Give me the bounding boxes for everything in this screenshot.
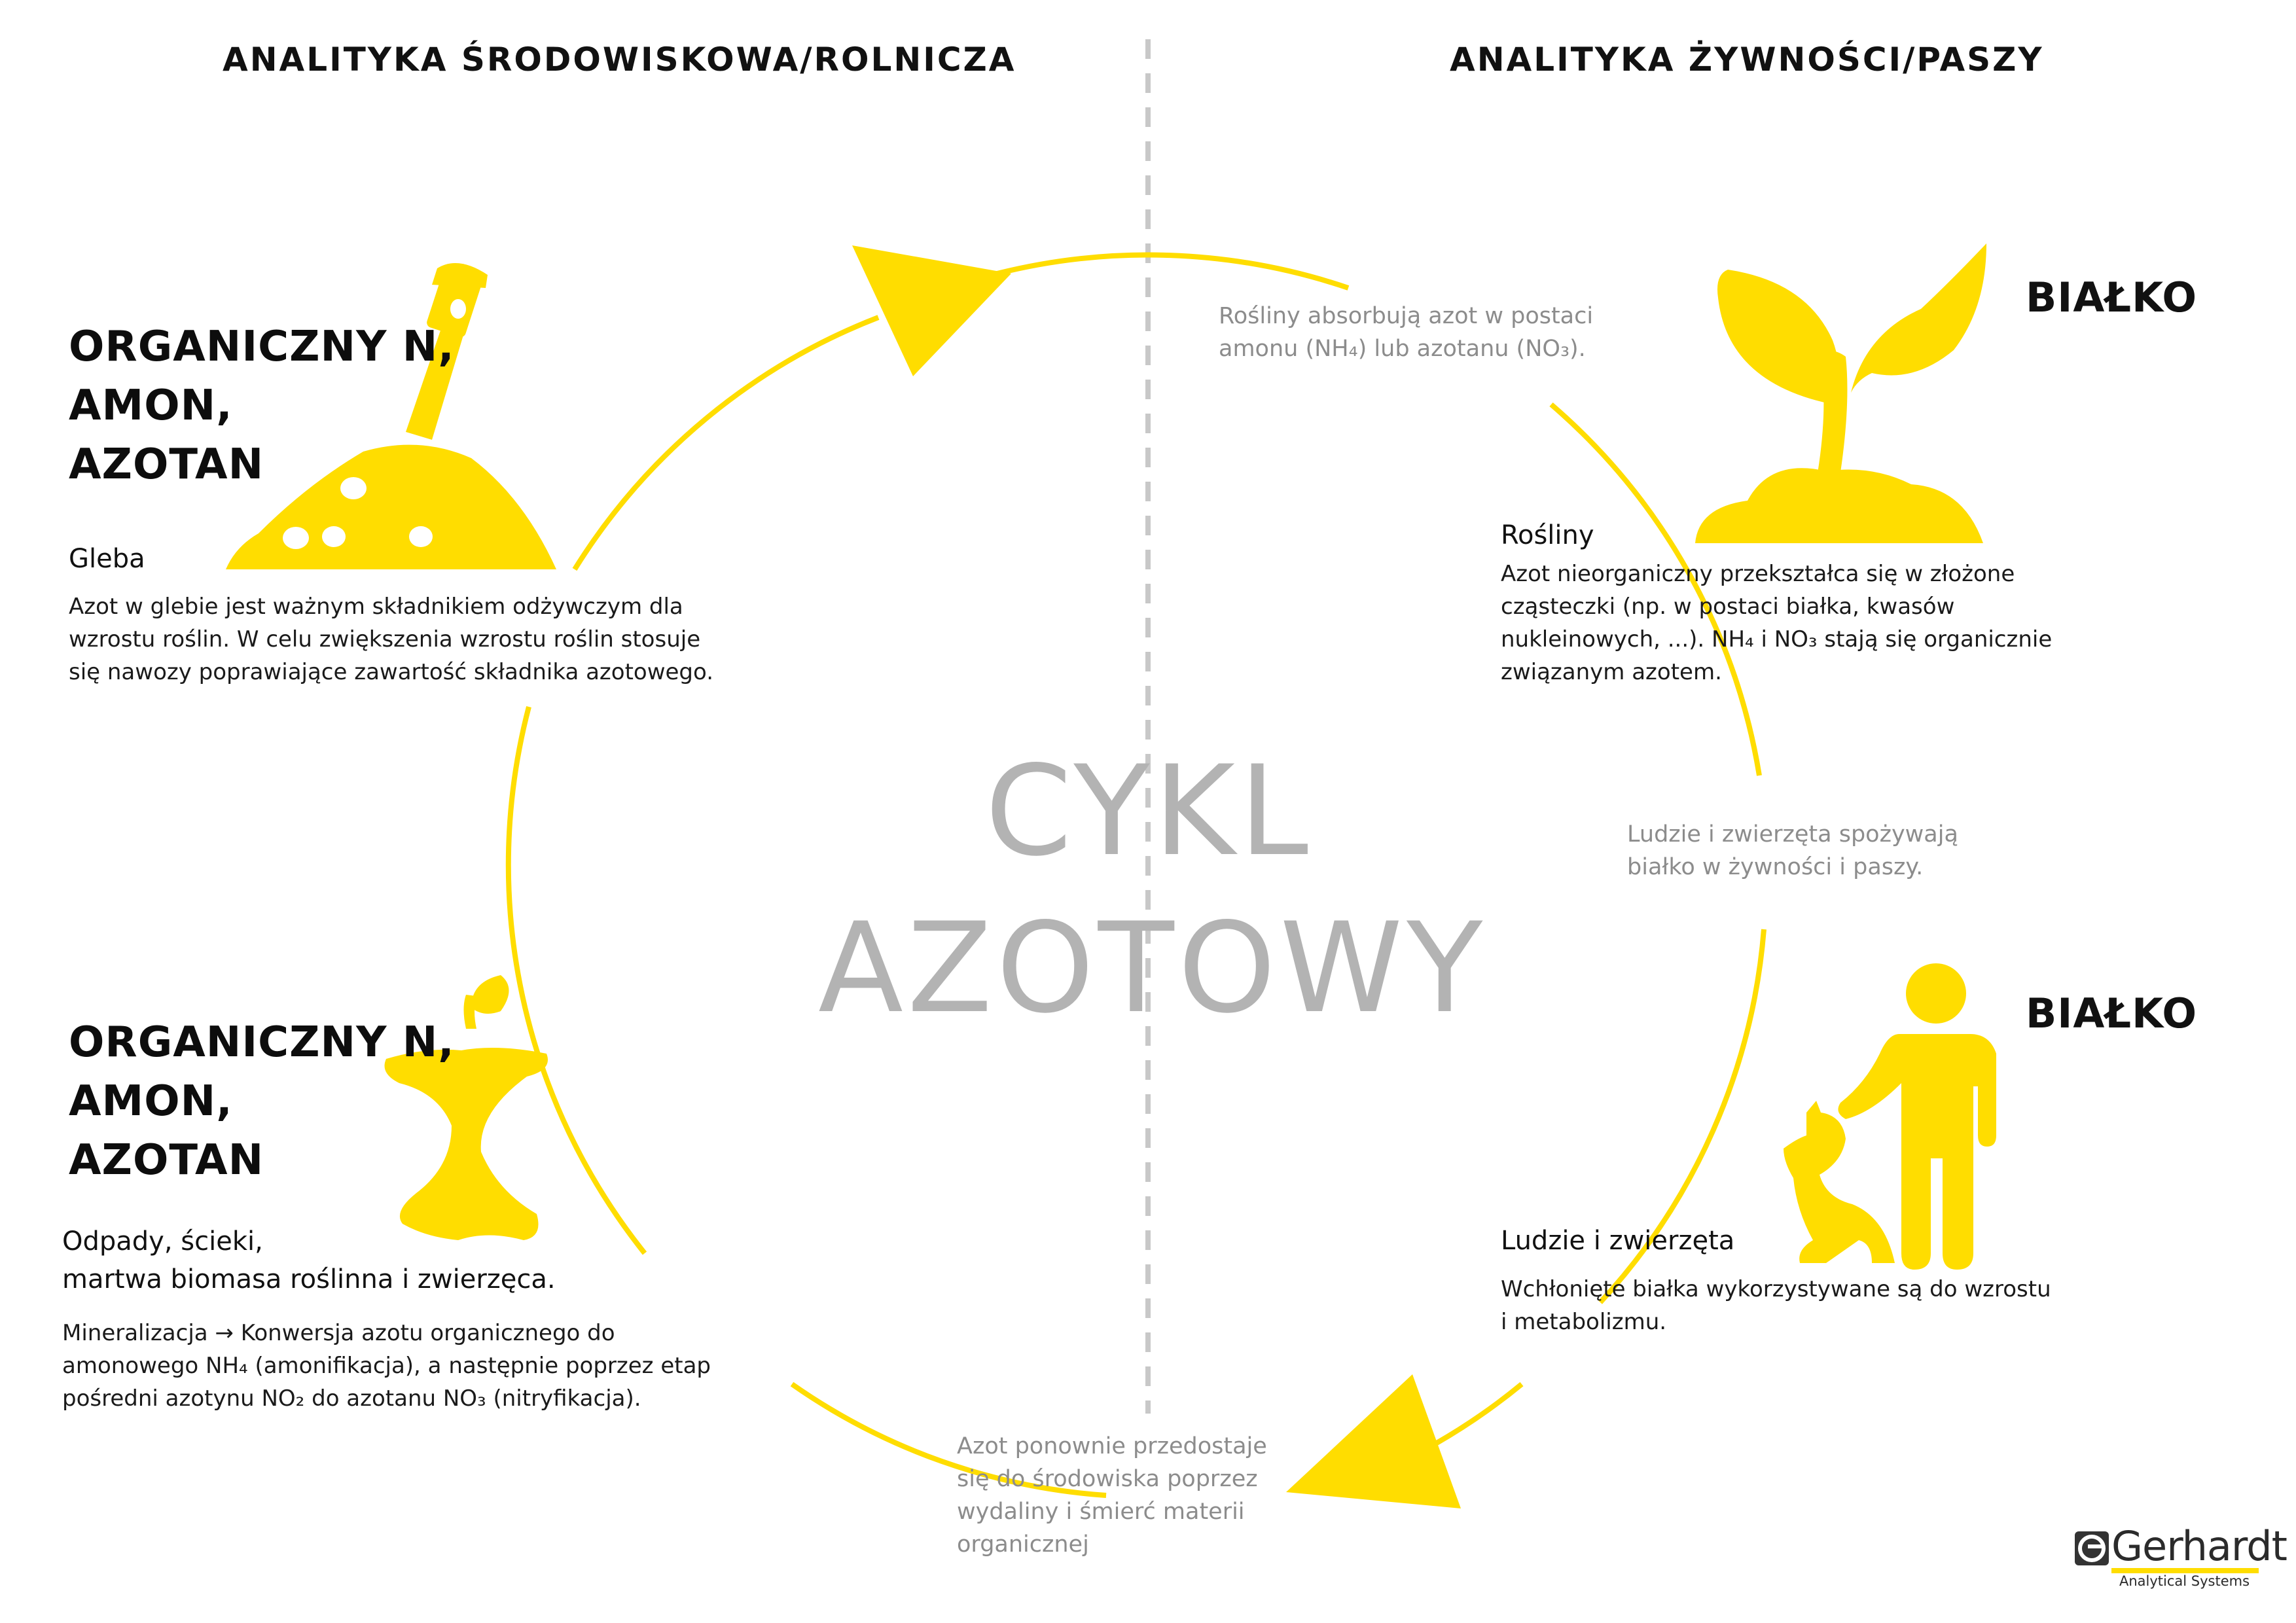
- waste-text-line: Mineralizacja → Konwersja azotu organicznego do: [62, 1320, 615, 1346]
- soil-heading: [69, 317, 455, 494]
- waste-heading: [69, 1013, 455, 1190]
- waste-text-line: amonowego NH₄ (amonifikacja), a następnie poprzez etap: [62, 1353, 711, 1379]
- plants-text-line: nukleinowych, ...). NH₄ i NO₃ stają się organicznie: [1501, 626, 2053, 652]
- transition-absorb: [1219, 300, 1593, 365]
- waste-label-line: martwa biomasa roślinna i zwierzęca.: [62, 1264, 556, 1294]
- waste-label-line: Odpady, ścieki,: [62, 1226, 263, 1257]
- arc-left: [509, 707, 645, 1253]
- arc-top: [990, 255, 1348, 288]
- transition-return-line: organicznej: [957, 1531, 1089, 1558]
- transition-return: [957, 1430, 1267, 1561]
- waste-label: [62, 1222, 556, 1298]
- cycle-title: [818, 733, 1487, 1047]
- person-dog-icon: [1784, 963, 1996, 1270]
- plants-label: Rośliny: [1501, 520, 1594, 550]
- waste-description: [62, 1317, 711, 1415]
- plant-sprout-icon: [1695, 243, 1986, 543]
- logo-tagline: Analytical Systems: [2119, 1573, 2250, 1589]
- soil-text-line: się nawozy poprawiające zawartość składnika azotowego.: [69, 659, 714, 685]
- plants-description: [1501, 558, 2052, 688]
- transition-return-line: Azot ponownie przedostaje: [957, 1433, 1267, 1459]
- logo-name: Gerhardt: [2111, 1522, 2287, 1570]
- soil-text-line: wzrostu roślin. W celu zwiększenia wzrostu roślin stosuje: [69, 626, 701, 652]
- plants-text-line: związanym azotem.: [1501, 659, 1722, 685]
- header-food-feed: ANALITYKA ŻYWNOŚCI/PASZY: [1450, 41, 2044, 79]
- soil-text-line: Azot w glebie jest ważnym składnikiem odżywczym dla: [69, 594, 683, 620]
- soil-heading-line: ORGANICZNY N,: [69, 323, 455, 371]
- humans-text-line: i metabolizmu.: [1501, 1309, 1667, 1335]
- soil-label: Gleba: [69, 544, 145, 574]
- humans-heading: BIAŁKO: [2026, 990, 2198, 1037]
- header-environmental: ANALITYKA ŚRODOWISKOWA/ROLNICZA: [223, 41, 1016, 79]
- arc-top-left: [575, 317, 878, 569]
- transition-absorb-line: amonu (NH₄) lub azotanu (NO₃).: [1219, 336, 1586, 362]
- transition-consume-line: Ludzie i zwierzęta spożywają: [1627, 821, 1958, 847]
- title-line-1: CYKL: [985, 739, 1312, 883]
- transition-return-line: się do środowiska poprzez: [957, 1466, 1258, 1492]
- plants-text-line: cząsteczki (np. w postaci białka, kwasów: [1501, 594, 1955, 620]
- waste-text-line: pośredni azotynu NO₂ do azotanu NO₃ (nitryfikacja).: [62, 1385, 641, 1412]
- arc-bottom-right: [1437, 1384, 1522, 1443]
- transition-absorb-line: Rośliny absorbują azot w postaci: [1219, 303, 1594, 329]
- arrow-top-left: [852, 245, 1011, 376]
- transition-return-line: wydaliny i śmierć materii: [957, 1499, 1245, 1525]
- transition-consume: [1627, 818, 1958, 883]
- arrow-bottom-right: [1286, 1374, 1461, 1508]
- plants-text-line: Azot nieorganiczny przekształca się w złożone: [1501, 561, 2015, 587]
- transition-consume-line: białko w żywności i paszy.: [1627, 854, 1924, 880]
- soil-heading-line: AZOTAN: [69, 440, 264, 489]
- humans-label: Ludzie i zwierzęta: [1501, 1226, 1735, 1256]
- waste-heading-line: ORGANICZNY N,: [69, 1018, 455, 1067]
- waste-heading-line: AMON,: [69, 1077, 233, 1126]
- soil-heading-line: AMON,: [69, 382, 233, 430]
- title-line-2: AZOTOWY: [818, 896, 1487, 1041]
- soil-description: [69, 590, 713, 688]
- waste-heading-line: AZOTAN: [69, 1136, 264, 1185]
- plants-heading: BIAŁKO: [2026, 274, 2198, 321]
- humans-description: [1501, 1273, 2051, 1338]
- humans-text-line: Wchłonięte białka wykorzystywane są do wzrostu: [1501, 1276, 2051, 1302]
